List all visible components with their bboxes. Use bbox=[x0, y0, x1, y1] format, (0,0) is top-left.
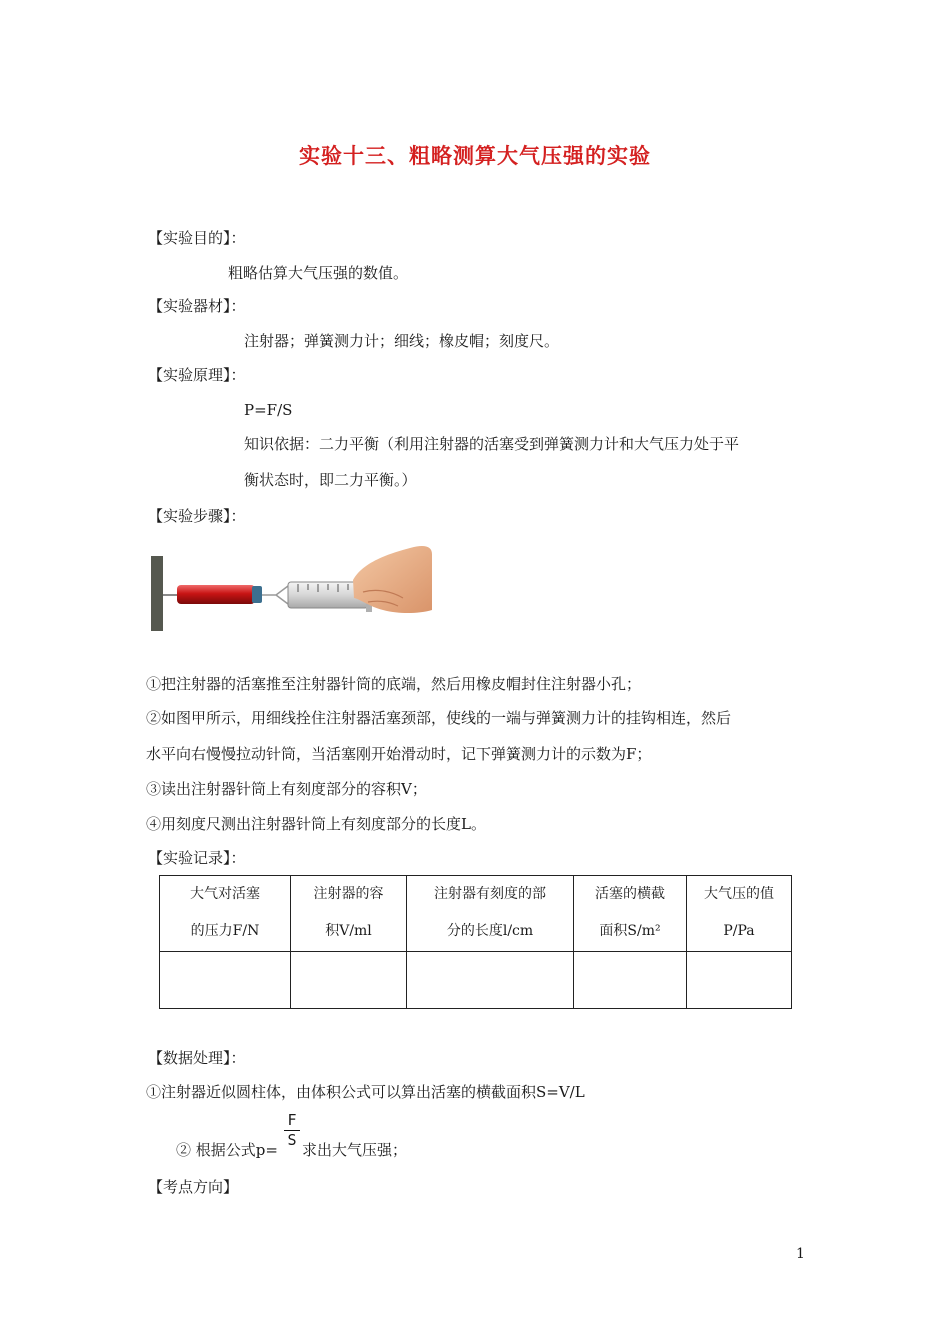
principle-heading: 【实验原理】： bbox=[148, 366, 246, 384]
fraction-denominator: S bbox=[287, 1131, 297, 1149]
page-title: 实验十三、粗略测算大气压强的实验 bbox=[299, 144, 651, 168]
step-1: ①把注射器的活塞推至注射器针筒的底端，然后用橡皮帽封住注射器小孔； bbox=[146, 675, 642, 693]
principle-basis-line1: 知识依据：二力平衡（利用注射器的活塞受到弹簧测力计和大气压力处于平 bbox=[244, 435, 740, 453]
principle-formula: P=F/S bbox=[244, 401, 293, 419]
fraction-numerator: F bbox=[287, 1111, 297, 1129]
column-header: 注射器的容 积V/ml bbox=[291, 876, 407, 952]
table-cell[interactable] bbox=[687, 952, 792, 1009]
processing-item-2-suffix: 求出大气压强； bbox=[302, 1141, 408, 1159]
page-number: 1 bbox=[796, 1246, 805, 1262]
materials-heading: 【实验器材】： bbox=[148, 297, 246, 315]
formula-fraction bbox=[284, 1112, 300, 1149]
exam-heading: 【考点方向】 bbox=[148, 1178, 239, 1196]
processing-item-2-prefix: ② 根据公式p= bbox=[176, 1141, 278, 1159]
thread bbox=[262, 586, 288, 604]
principle-basis-line2: 衡状态时，即二力平衡。） bbox=[244, 471, 417, 489]
purpose-heading: 【实验目的】： bbox=[148, 229, 246, 247]
step-3: ③读出注射器针筒上有刻度部分的容积V； bbox=[146, 780, 427, 798]
table-header-row bbox=[160, 876, 792, 952]
column-header: 注射器有刻度的部 分的长度l/cm bbox=[407, 876, 574, 952]
processing-item-1: ①注射器近似圆柱体，由体积公式可以算出活塞的横截面积S=V/L bbox=[146, 1083, 585, 1101]
materials-text: 注射器；弹簧测力计；细线；橡皮帽；刻度尺。 bbox=[244, 332, 560, 350]
step-2-line1: ②如图甲所示，用细线拴住注射器活塞颈部，使线的一端与弹簧测力计的挂钩相连，然后 bbox=[146, 709, 732, 727]
step-2-line2: 水平向右慢慢拉动针筒，当活塞刚开始滑动时，记下弹簧测力计的示数为F； bbox=[146, 745, 652, 763]
processing-heading: 【数据处理】： bbox=[148, 1049, 246, 1067]
table-cell[interactable] bbox=[160, 952, 291, 1009]
wall-post bbox=[151, 556, 163, 631]
column-header: 大气对活塞 的压力F/N bbox=[160, 876, 291, 952]
table-row bbox=[160, 952, 792, 1009]
table-cell[interactable] bbox=[291, 952, 407, 1009]
column-header: 大气压的值 P/Pa bbox=[687, 876, 792, 952]
apparatus-illustration bbox=[148, 540, 433, 632]
column-header: 活塞的横截 面积S/m² bbox=[574, 876, 687, 952]
record-table bbox=[159, 875, 792, 1009]
purpose-text: 粗略估算大气压强的数值。 bbox=[228, 264, 409, 282]
spring-scale bbox=[177, 585, 255, 604]
spring-scale-end bbox=[252, 586, 262, 603]
table-cell[interactable] bbox=[574, 952, 687, 1009]
table-cell[interactable] bbox=[407, 952, 574, 1009]
steps-heading: 【实验步骤】： bbox=[148, 507, 246, 525]
step-4: ④用刻度尺测出注射器针筒上有刻度部分的长度L。 bbox=[146, 815, 486, 833]
record-heading: 【实验记录】： bbox=[148, 849, 246, 867]
